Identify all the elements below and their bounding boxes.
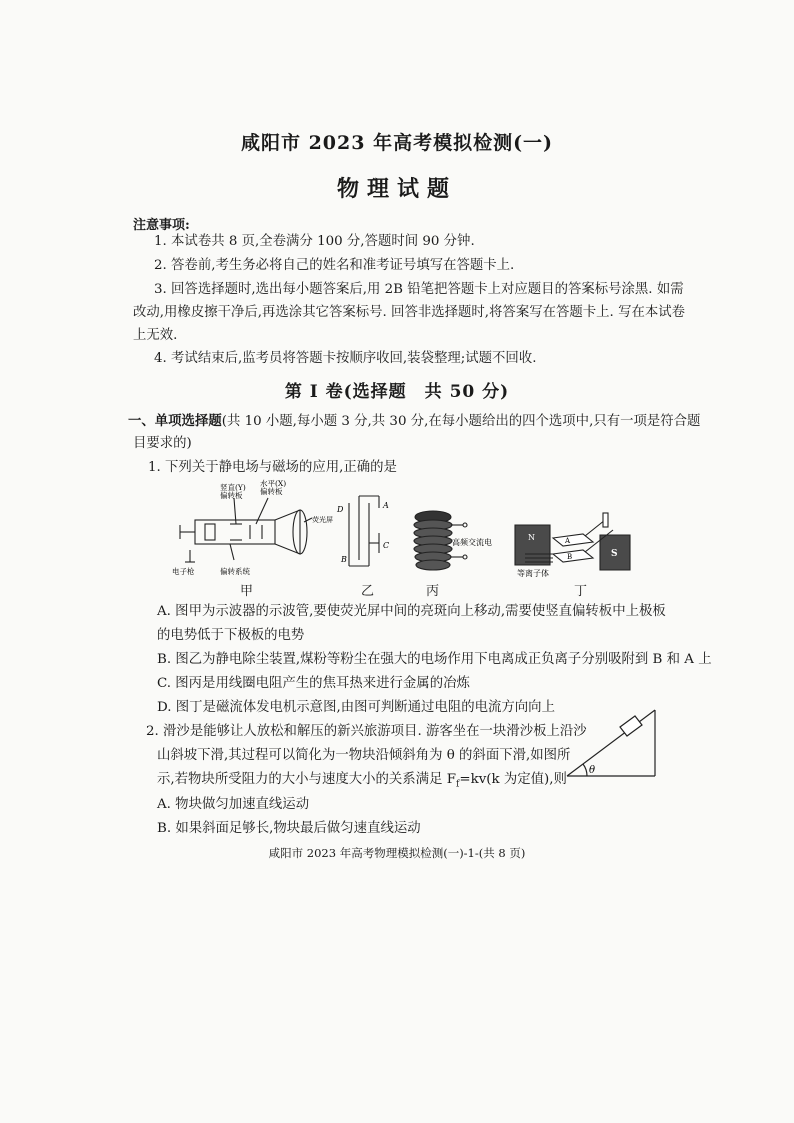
label-plate-b: B xyxy=(567,553,573,561)
q2-stem-line: 2. 滑沙是能够让人放松和解压的新兴旅游项目. 游客坐在一块滑沙板上沿沙 xyxy=(146,724,587,739)
label-vertical: 竖直(Y) xyxy=(220,483,246,492)
induction-furnace-figure xyxy=(405,505,515,580)
q2-stem-part: 示,若物块所受阻力的大小与速度大小的关系满足 F xyxy=(157,772,457,787)
q1-option-c: C. 图丙是用线圈电阻产生的焦耳热来进行金属的冶炼 xyxy=(157,676,470,691)
label-theta: θ xyxy=(589,765,596,776)
q1-option-a: A. 图甲为示波器的示波管,要使荧光屏中间的亮斑向上移动,需要使竖直偏转板中上极板 xyxy=(157,604,666,619)
q2-stem-line xyxy=(157,770,567,795)
label-ac: 高频交流电 xyxy=(452,538,492,547)
oscilloscope-figure xyxy=(170,479,333,580)
label-horizontal: 水平(X) xyxy=(260,479,287,488)
notice-item: 上无效. xyxy=(133,328,178,343)
notice-item: 改动,用橡皮擦干净后,再选涂其它答案标号. 回答非选择题时,将答案写在答题卡上. 写在本试卷 xyxy=(133,305,686,320)
q2-option-b: B. 如果斜面足够长,物块最后做匀速直线运动 xyxy=(157,821,421,836)
label-horizontal2: 偏转板 xyxy=(260,487,283,496)
q1-option-b: B. 图乙为静电除尘装置,煤粉等粉尘在强大的电场作用下电离成正负离子分别吸附到 B 和 A 上 xyxy=(157,652,712,667)
label-gun: 电子枪 xyxy=(172,567,195,576)
notice-heading: 注意事项: xyxy=(133,218,190,233)
part-desc: (共 10 小题,每小题 3 分,共 30 分,在每小题给出的四个选项中,只有一项是符合题 xyxy=(221,414,701,429)
subject-title: 物理试题 xyxy=(336,176,457,202)
label-s: S xyxy=(611,549,618,559)
notice-item: 3. 回答选择题时,选出每小题答案后,用 2B 铅笔把答题卡上对应题目的答案标号涂黑. 如需 xyxy=(154,282,684,297)
page-footer: 咸阳市 2023 年高考物理模拟检测(一)-1-(共 8 页) xyxy=(268,846,526,860)
incline-figure xyxy=(565,690,665,780)
q2-option-a: A. 物块做匀加速直线运动 xyxy=(157,797,310,812)
label-n: N xyxy=(528,533,535,542)
exam-title: 咸阳市 2023 年高考模拟检测(一) xyxy=(240,132,554,154)
precipitator-figure xyxy=(335,488,395,578)
label-vertical2: 偏转板 xyxy=(220,491,243,500)
section-title: 第 I 卷(选择题 共 50 分) xyxy=(284,382,510,402)
figure-caption-yi: 乙 xyxy=(361,584,375,599)
label-plate-a: A xyxy=(565,537,571,545)
part-heading: 一、单项选择题 xyxy=(128,413,222,429)
q1-option-a-cont: 的电势低于下极板的电势 xyxy=(157,628,305,643)
label-screen: 荧光屏 xyxy=(312,516,333,524)
figure-caption-ding: 丁 xyxy=(574,584,588,599)
figure-caption-jia: 甲 xyxy=(240,584,254,599)
q1-stem: 1. 下列关于静电场与磁场的应用,正确的是 xyxy=(148,460,397,475)
q2-stem-part: =kv(k 为定值),则 xyxy=(459,772,567,787)
label-a: A xyxy=(383,501,389,510)
figure-caption-bing: 丙 xyxy=(426,584,440,599)
label-system: 偏转系统 xyxy=(220,567,250,576)
part-desc-cont: 目要求的) xyxy=(133,436,192,451)
label-b: B xyxy=(341,555,347,564)
notice-item: 2. 答卷前,考生务必将自己的姓名和准考证号填写在答题卡上. xyxy=(154,258,515,273)
notice-item: 1. 本试卷共 8 页,全卷满分 100 分,答题时间 90 分钟. xyxy=(154,234,475,249)
q2-stem-line: 山斜坡下滑,其过程可以简化为一物块沿倾斜角为 θ 的斜面下滑,如图所 xyxy=(157,748,571,763)
notice-item: 4. 考试结束后,监考员将答题卡按顺序收回,装袋整理;试题不回收. xyxy=(154,351,537,366)
mhd-generator-figure xyxy=(505,510,635,582)
q1-option-d: D. 图丁是磁流体发电机示意图,由图可判断通过电阻的电流方向向上 xyxy=(157,700,555,715)
label-plasma: 等离子体 xyxy=(517,569,549,578)
label-c: C xyxy=(383,541,390,550)
q2-subscript-f: f xyxy=(456,779,460,790)
label-d: D xyxy=(337,505,344,514)
part-heading-line xyxy=(128,411,700,432)
